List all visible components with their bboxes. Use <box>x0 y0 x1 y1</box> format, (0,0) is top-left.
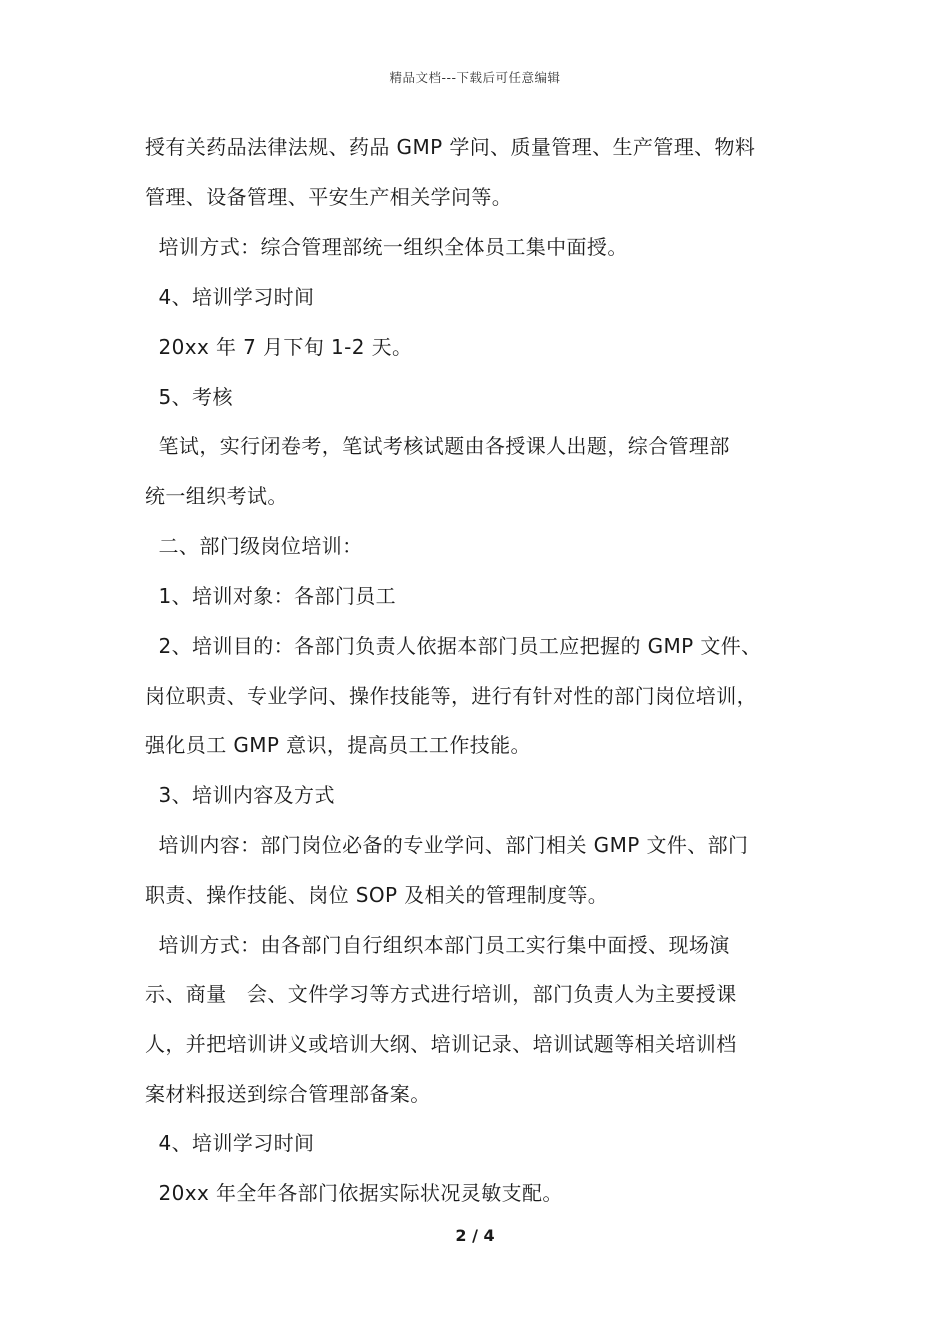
body-line-11: 2、培训目的：各部门负责人依据本部门员工应把握的 GMP 文件、 <box>145 634 762 658</box>
body-line-9: 二、部门级岗位培训： <box>145 534 363 558</box>
body-line-8: 统一组织考试。 <box>145 484 288 508</box>
body-line-1: 授有关药品法律法规、药品 GMP 学问、质量管理、生产管理、物料 <box>145 135 756 159</box>
body-line-4: 4、培训学习时间 <box>145 285 315 309</box>
body-line-15: 培训内容：部门岗位必备的专业学问、部门相关 GMP 文件、部门 <box>145 833 749 857</box>
body-line-7: 笔试，实行闭卷考，笔试考核试题由各授课人出题，综合管理部 <box>145 434 730 458</box>
body-line-2: 管理、设备管理、平安生产相关学问等。 <box>145 185 513 209</box>
page-number: 2 / 4 <box>455 1226 495 1245</box>
body-line-19: 人，并把培训讲义或培训大纲、培训记录、培训试题等相关培训档 <box>145 1032 737 1056</box>
body-line-14: 3、培训内容及方式 <box>145 783 335 807</box>
body-line-3: 培训方式：综合管理部统一组织全体员工集中面授。 <box>145 235 628 259</box>
body-line-18: 示、商量 会、文件学习等方式进行培训，部门负责人为主要授课 <box>145 982 737 1006</box>
body-line-6: 5、考核 <box>145 385 233 409</box>
body-line-22: 20xx 年全年各部门依据实际状况灵敏支配。 <box>145 1181 563 1205</box>
page-header: 精品文档---下载后可任意编辑 <box>389 70 561 85</box>
body-line-21: 4、培训学习时间 <box>145 1131 315 1155</box>
body-line-13: 强化员工 GMP 意识，提高员工工作技能。 <box>145 733 531 757</box>
body-line-20: 案材料报送到综合管理部备案。 <box>145 1082 431 1106</box>
body-line-17: 培训方式：由各部门自行组织本部门员工实行集中面授、现场演 <box>145 933 730 957</box>
body-line-12: 岗位职责、专业学问、操作技能等，进行有针对性的部门岗位培训， <box>145 684 757 708</box>
body-line-16: 职责、操作技能、岗位 SOP 及相关的管理制度等。 <box>145 883 609 907</box>
body-line-5: 20xx 年 7 月下旬 1-2 天。 <box>145 335 413 359</box>
body-line-10: 1、培训对象：各部门员工 <box>145 584 397 608</box>
